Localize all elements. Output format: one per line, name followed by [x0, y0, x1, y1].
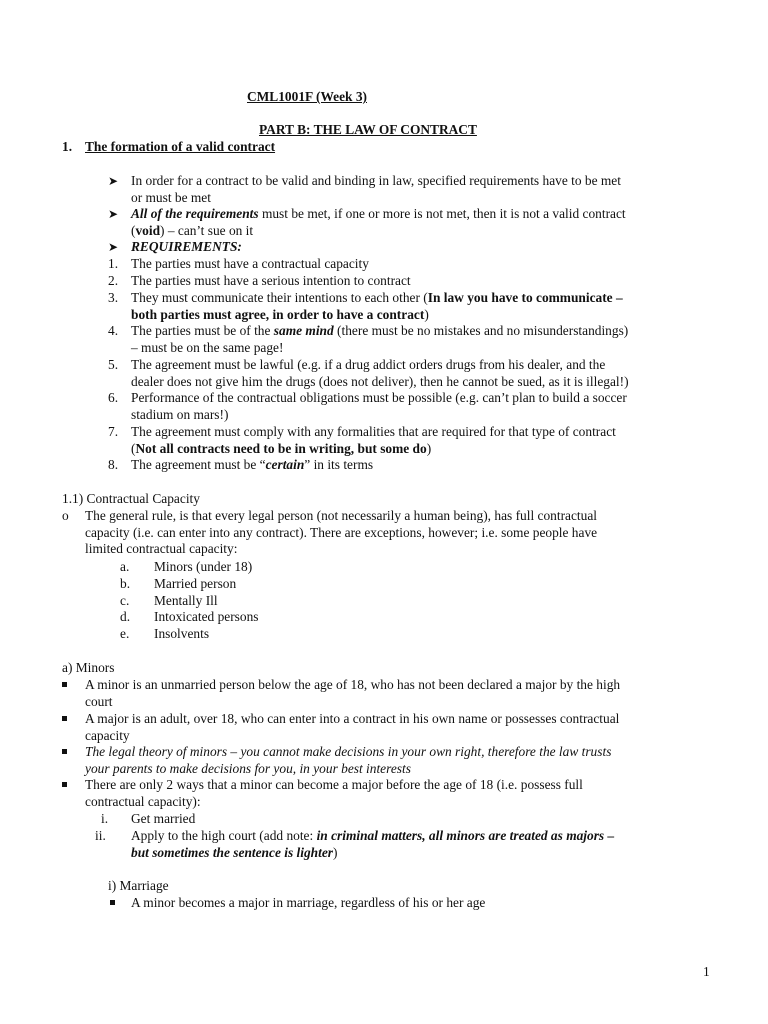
- list-item-line: dealer does not give him the drugs (does not deliver), then he cannot be sued, as it is illegal!): [131, 373, 629, 389]
- roman-numeral: i.: [101, 811, 109, 826]
- part-title: PART B: THE LAW OF CONTRACT: [259, 122, 477, 137]
- square-bullet-icon: [62, 777, 67, 794]
- list-item: [131, 290, 623, 323]
- paragraph-line: limited contractual capacity:: [85, 541, 238, 557]
- list-item-line: or must be met: [131, 189, 211, 205]
- list-item: [85, 744, 611, 777]
- list-item: Mentally Ill: [154, 593, 218, 608]
- roman-numeral: ii.: [95, 828, 106, 843]
- list-item: Intoxicated persons: [154, 609, 259, 624]
- list-item: [131, 173, 621, 206]
- paren: ): [426, 440, 432, 456]
- page-number: 1: [703, 964, 710, 979]
- list-item: Minors (under 18): [154, 559, 253, 574]
- list-item: Get married: [131, 811, 196, 826]
- list-item-line: The legal theory of minors – you cannot make decisions in your own right, therefore the law trusts: [85, 744, 612, 759]
- paren: (: [131, 222, 136, 238]
- list-item-line: capacity: [85, 727, 130, 743]
- list-item-text: must be met, if one or more is not met, then it is not a valid contract: [258, 206, 626, 221]
- list-item-text: The parties must be of the: [131, 323, 274, 338]
- list-item: [131, 206, 626, 239]
- emphasis-text: void: [135, 222, 161, 238]
- list-item-line: A minor is an unmarried person below the age of 18, who has not been declared a major by the high: [85, 677, 621, 692]
- subsection-title: 1.1) Contractual Capacity: [62, 491, 200, 506]
- list-item: A minor becomes a major in marriage, regardless of his or her age: [131, 895, 486, 910]
- list-item-text: ” in its terms: [304, 457, 374, 472]
- list-item: [85, 677, 620, 710]
- section-number: 1.: [62, 139, 73, 154]
- num: 6.: [108, 390, 119, 405]
- letter: a.: [120, 559, 130, 574]
- emphasis-text: certain: [265, 457, 305, 472]
- list-item-line: Performance of the contractual obligations must be possible (e.g. can’t plan to build a soccer: [131, 390, 627, 405]
- list-item-text: They must communicate their intentions to each other (: [131, 290, 428, 305]
- num: 4.: [108, 323, 119, 338]
- emphasis-text: All of the requirements: [131, 206, 259, 221]
- square-bullet-icon: [62, 744, 67, 761]
- list-item-line: The agreement must comply with any formalities that are required for that type of contract: [131, 424, 616, 439]
- arrow-bullet-icon: ➤: [108, 207, 119, 221]
- num: 5.: [108, 357, 119, 372]
- list-item: The parties must have a contractual capacity: [131, 256, 369, 271]
- list-item: [131, 828, 614, 861]
- list-item-text: (there must be no mistakes and no misunderstandings): [333, 323, 629, 338]
- section-title: The formation of a valid contract: [85, 139, 276, 154]
- list-item-line: – must be on the same page!: [131, 339, 284, 355]
- circle-bullet-icon: o: [62, 508, 69, 523]
- list-item: Insolvents: [154, 626, 210, 641]
- list-item-line: stadium on mars!): [131, 406, 229, 422]
- subsection-title: a) Minors: [62, 660, 115, 675]
- emphasis-text: Not all contracts need to be in writing, but some do: [135, 440, 427, 456]
- list-item-line: In order for a contract to be valid and binding in law, specified requirements have to be met: [131, 173, 621, 188]
- list-item-text: ) – can’t sue on it: [160, 222, 254, 238]
- arrow-bullet-icon: ➤: [108, 174, 119, 188]
- list-item: Married person: [154, 576, 237, 591]
- list-item-line: your parents to make decisions for you, in your best interests: [85, 760, 411, 776]
- square-bullet-icon: [62, 677, 67, 694]
- num: 8.: [108, 457, 119, 472]
- num: 2.: [108, 273, 119, 288]
- list-item-line: The agreement must be lawful (e.g. if a drug addict orders drugs from his dealer, and the: [131, 357, 606, 372]
- list-item: [131, 323, 628, 356]
- list-item: [131, 457, 373, 474]
- square-bullet-icon: [62, 711, 67, 728]
- square-bullet-icon: [110, 895, 115, 912]
- subsection-title: i) Marriage: [108, 878, 169, 893]
- num: 7.: [108, 424, 119, 439]
- list-item-line: A major is an adult, over 18, who can enter into a contract in his own name or possesses contractual: [85, 711, 620, 726]
- list-item: [131, 390, 627, 423]
- letter: c.: [120, 593, 130, 608]
- num: 1.: [108, 256, 119, 271]
- paren: ): [424, 306, 429, 322]
- paragraph-line: capacity (i.e. can enter into any contract). There are exceptions, however; i.e. some people have: [85, 524, 598, 540]
- paren: ): [332, 844, 338, 860]
- list-item: [85, 777, 583, 810]
- num: 3.: [108, 290, 119, 305]
- paren: (: [131, 440, 136, 456]
- emphasis-text: but sometimes the sentence is lighter: [131, 844, 333, 860]
- list-item-line: There are only 2 ways that a minor can become a major before the age of 18 (i.e. possess full: [85, 777, 583, 792]
- list-item: The parties must have a serious intention to contract: [131, 273, 411, 288]
- letter: d.: [120, 609, 131, 624]
- list-item-text: The agreement must be “: [131, 457, 266, 472]
- list-item: [85, 711, 619, 744]
- arrow-bullet-icon: ➤: [108, 240, 119, 254]
- emphasis-text: both parties must agree, in order to have a contract: [131, 306, 425, 322]
- letter: b.: [120, 576, 131, 591]
- letter: e.: [120, 626, 130, 641]
- list-item: [131, 357, 629, 390]
- emphasis-text: in criminal matters, all minors are treated as majors –: [316, 828, 615, 843]
- emphasis-text: In law you have to communicate –: [427, 290, 623, 305]
- list-item: [131, 424, 616, 457]
- list-item-text: Apply to the high court (add note:: [131, 828, 317, 843]
- paragraph-line: The general rule, is that every legal person (not necessarily a human being), has full contractual: [85, 508, 597, 523]
- paragraph: [85, 508, 597, 558]
- course-title: CML1001F (Week 3): [247, 89, 367, 104]
- emphasis-text: same mind: [273, 323, 334, 338]
- list-item-line: contractual capacity):: [85, 793, 201, 809]
- requirements-label: REQUIREMENTS:: [131, 239, 242, 254]
- list-item-line: court: [85, 693, 113, 709]
